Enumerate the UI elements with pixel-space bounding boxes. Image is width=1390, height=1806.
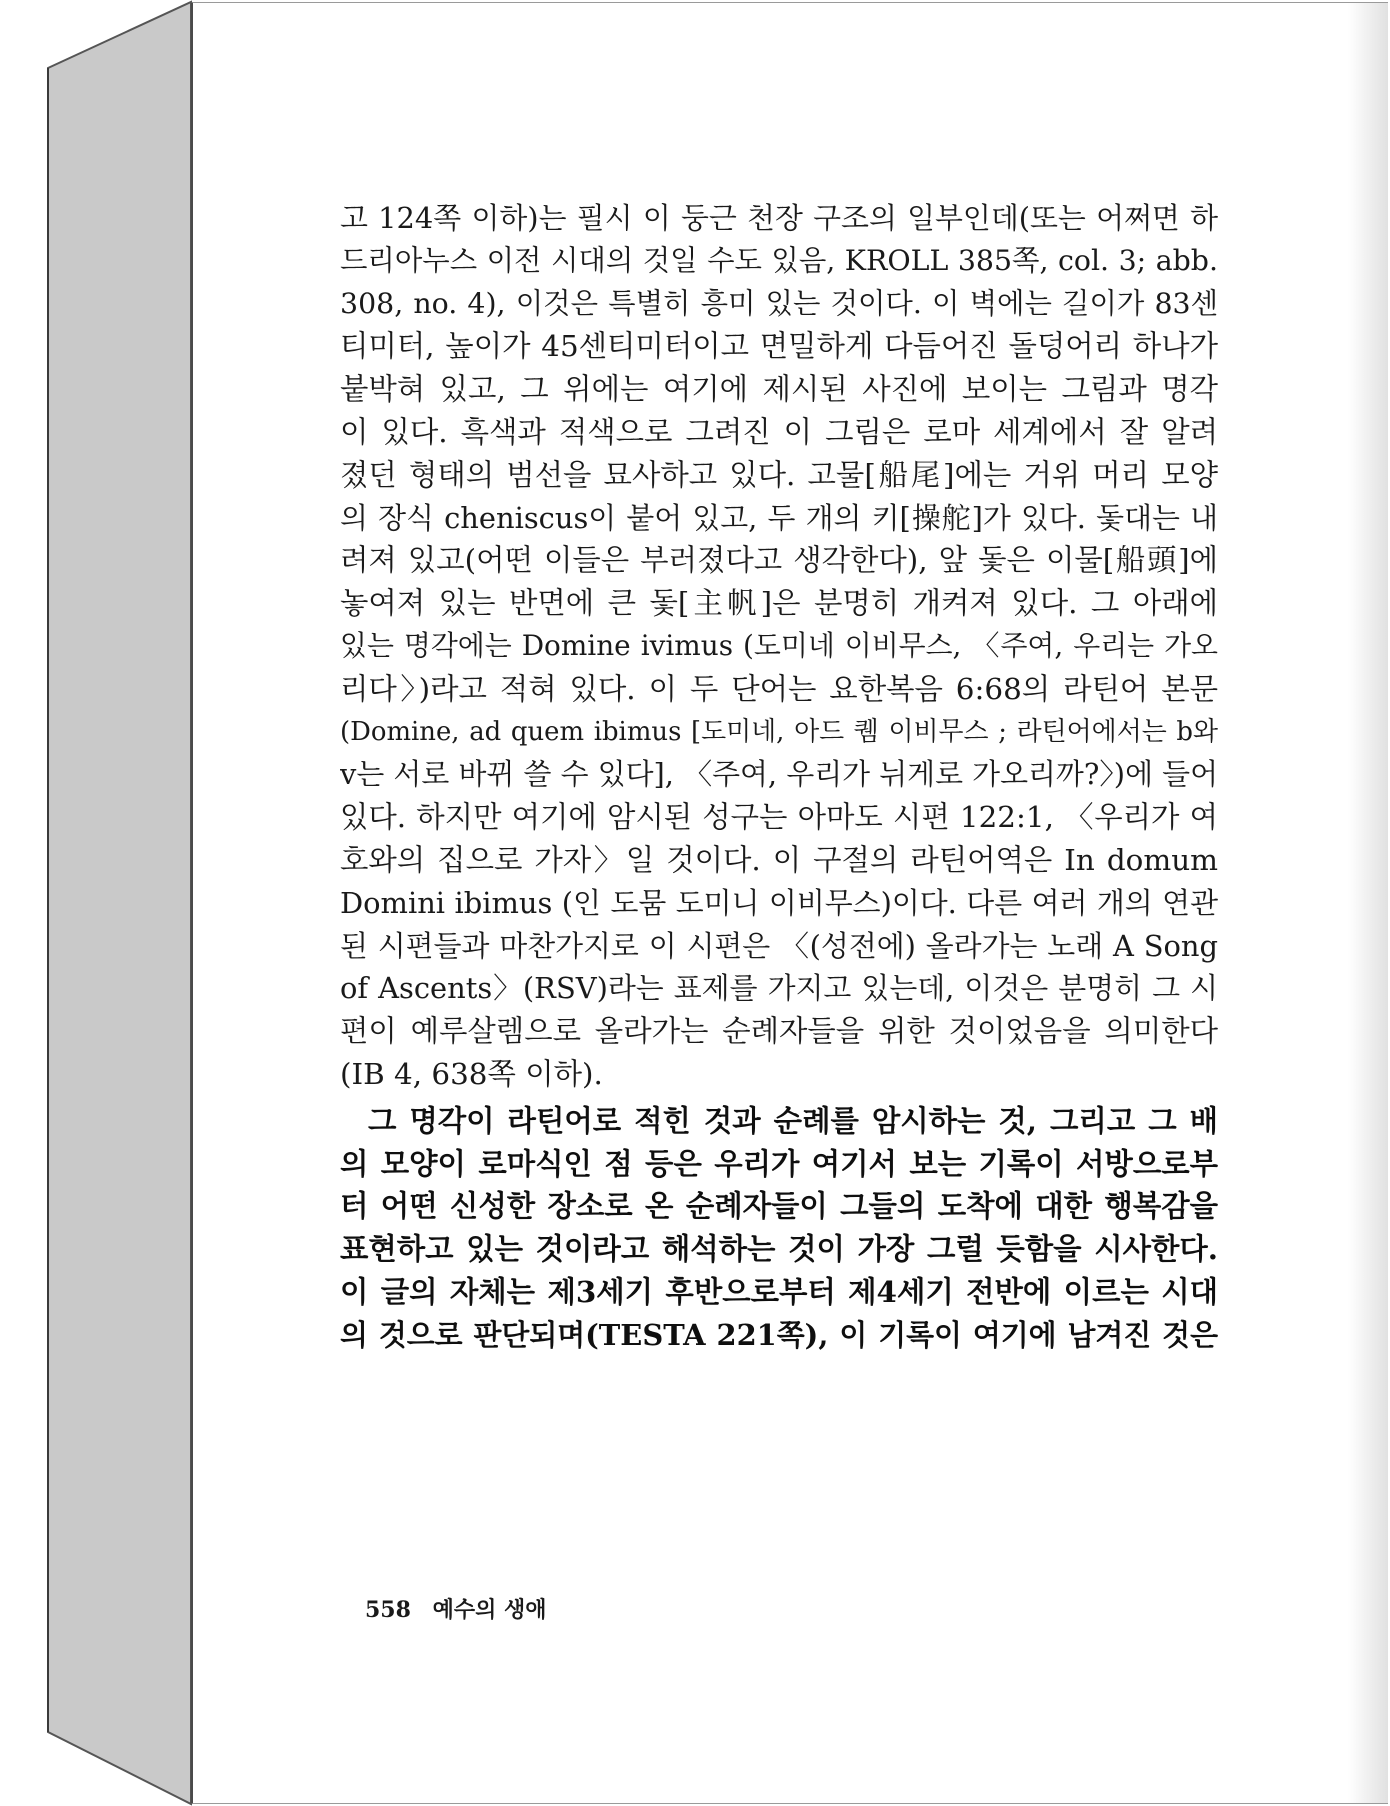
text-line: 려져 있고(어떤 이들은 부러졌다고 생각한다), 앞 돛은 이물[船頭]에 [340,543,1218,578]
text-line: 붙박혀 있고, 그 위에는 여기에 제시된 사진에 보이는 그림과 명각 [340,372,1218,407]
text-line: 이 글의 자체는 제3세기 후반으로부터 제4세기 전반에 이르는 시대 [340,1273,1218,1309]
page-body [340,197,1218,1357]
text-line: 호와의 집으로 가자〉일 것이다. 이 구절의 라틴어역은 In domum [340,842,1218,877]
paragraph-1 [340,197,1218,1096]
text-line: 있는 명각에는 Domine ivimus (도미네 이비무스, 〈주여, 우리는 가오 [340,628,1218,662]
text-line: 의 모양이 로마식인 점 등은 우리가 여기서 보는 기록이 서방으로부 [340,1145,1218,1181]
text-line: 의 것으로 판단되며(TESTA 221쪽), 이 기록이 여기에 남겨진 것은 [340,1317,1218,1352]
text-line: 티미터, 높이가 45센티미터이고 면밀하게 다듬어진 돌덩어리 하나가 [340,329,1218,364]
text-line: 308, no. 4), 이것은 특별히 흥미 있는 것이다. 이 벽에는 길이가 83센 [340,286,1218,320]
text-line: 편이 예루살렘으로 올라가는 순례자들을 위한 것이었음을 의미한다 [340,1014,1218,1049]
text-line: 이 있다. 흑색과 적색으로 그려진 이 그림은 로마 세계에서 잘 알려 [340,414,1218,449]
text-line: 리다〉)라고 적혀 있다. 이 두 단어는 요한복음 6:68의 라틴어 본문 [340,671,1218,706]
text-line: 의 장식 cheniscus이 붙어 있고, 두 개의 키[操舵]가 있다. 돛대는 내 [340,500,1218,535]
page-number: 558 [365,1597,411,1623]
text-line: 터 어떤 신성한 장소로 온 순례자들이 그들의 도착에 대한 행복감을 [340,1188,1218,1224]
page-footer [365,1593,547,1624]
text-line: 된 시편들과 마찬가지로 이 시편은 〈(성전에) 올라가는 노래 A Song [340,928,1218,963]
text-line: 표현하고 있는 것이라고 해석하는 것이 가장 그럴 듯함을 시사한다. [340,1231,1218,1267]
book-page [191,2,1388,1804]
running-title: 예수의 생애 [432,1597,547,1623]
text-line: 있다. 하지만 여기에 암시된 성구는 아마도 시편 122:1, 〈우리가 여 [340,800,1218,835]
text-line: v는 서로 바뀌 쓸 수 있다], 〈주여, 우리가 뉘게로 가오리까?〉)에 들어 [340,757,1218,792]
text-line: 드리아누스 이전 시대의 것일 수도 있음, KROLL 385쪽, col. 3; abb. [340,243,1218,277]
text-line: 고 124쪽 이하)는 필시 이 둥근 천장 구조의 일부인데(또는 어쩌면 하 [340,201,1218,235]
text-line: 졌던 형태의 범선을 묘사하고 있다. 고물[船尾]에는 거위 머리 모양 [340,457,1218,492]
paragraph-2 [340,1100,1218,1357]
text-line: (Domine, ad quem ibimus [도미네, 아드 퀨 이비무스 ; 라틴어에서는 b와 [340,716,1218,747]
page-edge-shadow [1348,3,1388,1803]
text-line: (IB 4, 638쪽 이하). [340,1056,603,1091]
text-line: Domini ibimus (인 도뭄 도미니 이비무스)이다. 다른 여러 개의 연관 [340,885,1218,920]
text-line: 놓여져 있는 반면에 큰 돛[主帆]은 분명히 개켜져 있다. 그 아래에 [340,586,1218,621]
text-line: of Ascents〉(RSV)라는 표제를 가지고 있는데, 이것은 분명히 그 시 [340,971,1218,1006]
text-line: 그 명각이 라틴어로 적힌 것과 순례를 암시하는 것, 그리고 그 배 [368,1102,1218,1138]
